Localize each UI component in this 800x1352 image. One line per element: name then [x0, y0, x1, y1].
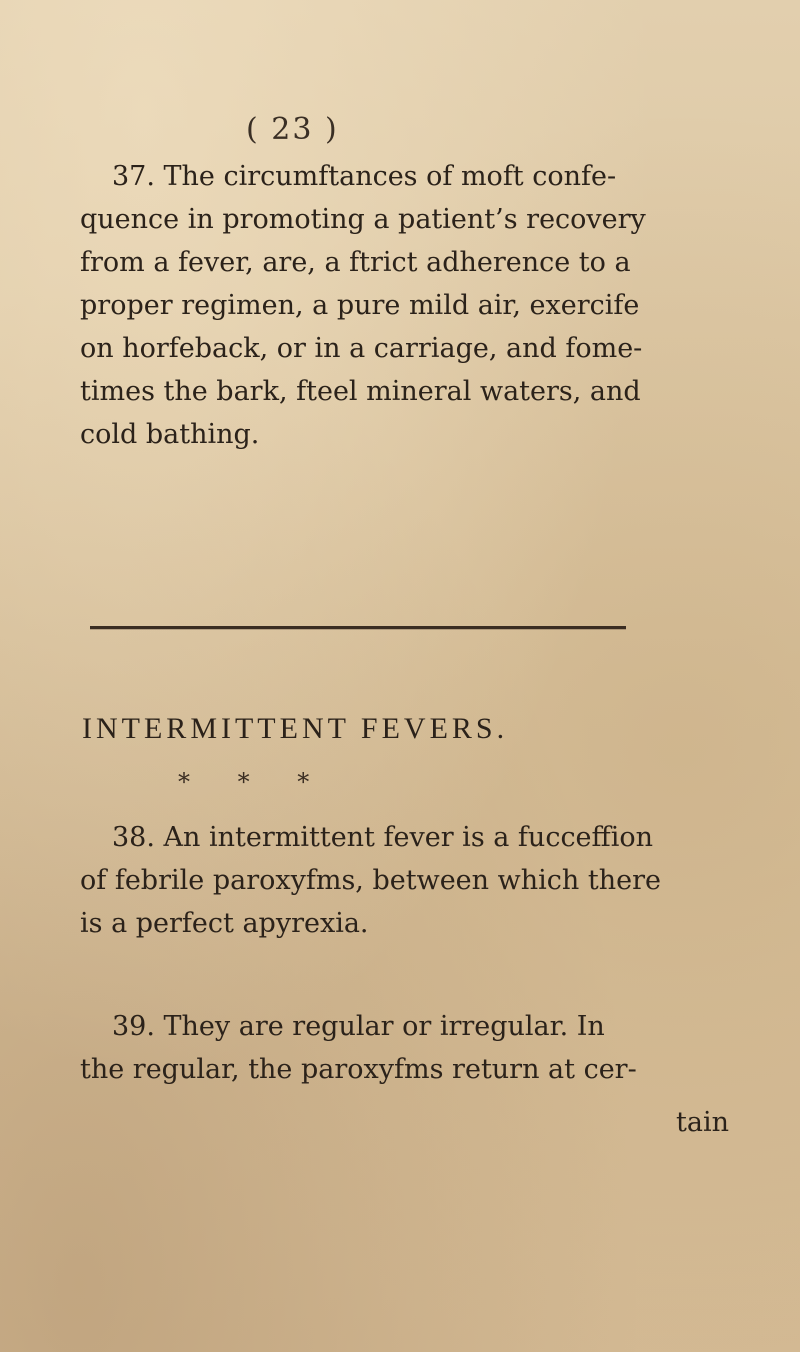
text-line: from a fever, are, a ftrict adherence to a — [80, 247, 631, 278]
paragraph-37 — [80, 155, 740, 456]
text-line: proper regimen, a pure mild air, exercife — [80, 290, 640, 321]
text-line: times the bark, fteel mineral waters, and — [80, 376, 641, 407]
text-line: quence in promoting a patient’s recovery — [80, 204, 646, 235]
catchword: tain — [676, 1107, 729, 1138]
paragraph-39 — [80, 1005, 740, 1091]
ornamental-stars: * * * — [178, 768, 310, 796]
text-line: cold bathing. — [80, 419, 260, 450]
text-line: 37. The circumftances of moft confe- — [112, 161, 617, 192]
page-number-header: ( 23 ) — [246, 112, 339, 147]
text-line: is a perfect apyrexia. — [80, 908, 369, 939]
section-title: INTERMITTENT FEVERS. — [82, 712, 509, 745]
paragraph-38 — [80, 816, 740, 945]
text-line: 39. They are regular or irregular. In — [112, 1011, 605, 1042]
text-line: the regular, the paroxyfms return at cer- — [80, 1054, 637, 1085]
text-line: 38. An intermittent fever is a fucceffion — [112, 822, 654, 853]
text-line: on horfeback, or in a carriage, and fome- — [80, 333, 643, 364]
section-divider-rule — [90, 626, 626, 629]
text-line: of febrile paroxyfms, between which there — [80, 865, 661, 896]
